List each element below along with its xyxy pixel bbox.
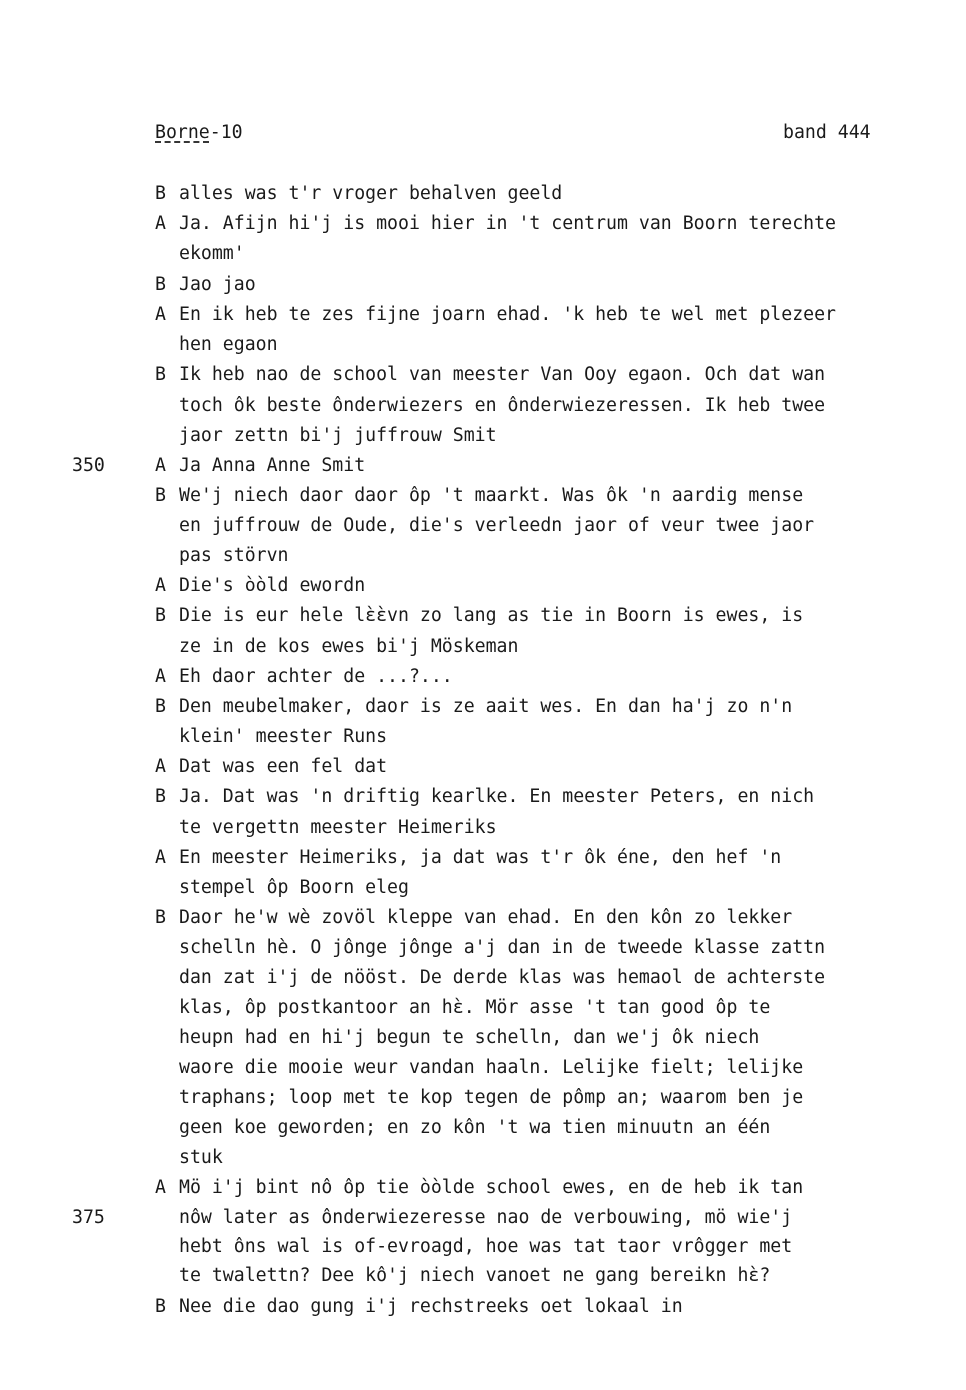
- transcript-line: [0, 1236, 966, 1260]
- speaker-label: B: [155, 907, 166, 928]
- line-text: Die is eur hele lὲὲvn zo lang as tie in Boorn is ewes, is: [179, 605, 804, 626]
- transcript-line: [0, 304, 966, 328]
- header-title: [155, 122, 243, 143]
- line-text: te twalettn? Dee kô'j niech vanoet ne gang bereikn hὲ?: [179, 1265, 771, 1286]
- line-text: te vergettn meester Heimeriks: [179, 817, 497, 838]
- line-text: We'j niech daor daor ôp 't maarkt. Was ôk 'n aardig mense: [179, 485, 804, 506]
- header-band: band 444: [783, 122, 871, 143]
- header-place: Borne: [155, 122, 210, 143]
- line-text: traphans; loop met te kop tegen de pômp an; waarom ben je: [179, 1087, 804, 1108]
- transcript-line: [0, 485, 966, 509]
- speaker-label: B: [155, 696, 166, 717]
- line-text: waore die mooie weur vandan haaln. Lelijke fielt; lelijke: [179, 1057, 804, 1078]
- line-text: heupn had en hi'j begun te schelln, dan we'j ôk niech: [179, 1027, 760, 1048]
- transcript-line: [0, 213, 966, 237]
- transcript-line: [0, 183, 966, 207]
- line-text: Nee die dao gung i'j rechstreeks oet lokaal in: [179, 1296, 683, 1317]
- line-text: en juffrouw de Oude, die's verleedn jaor of veur twee jaor: [179, 515, 815, 536]
- speaker-label: A: [155, 575, 166, 596]
- line-text: Ja Anna Anne Smit: [179, 455, 366, 476]
- line-text: toch ôk beste ônderwiezers en ônderwiezeressen. Ik heb twee: [179, 395, 826, 416]
- line-text: pas störvn: [179, 545, 289, 566]
- speaker-label: A: [155, 455, 166, 476]
- line-text: stempel ôp Boorn eleg: [179, 877, 409, 898]
- transcript-line: [0, 907, 966, 931]
- line-text: alles was t'r vroger behalven geeld: [179, 183, 563, 204]
- line-text: nôw later as ônderwiezeresse nao de verbouwing, mö wie'j: [179, 1207, 793, 1228]
- line-text: jaor zettn bi'j juffrouw Smit: [179, 425, 497, 446]
- transcript-line: [0, 847, 966, 871]
- line-text: geen koe geworden; en zo kôn 't wa tien minuutn an één: [179, 1117, 771, 1138]
- transcript-line: [0, 1207, 966, 1231]
- line-text: hebt ôns wal is of-evroagd, hoe was tat taor vrôgger met: [179, 1236, 793, 1257]
- transcript-line: [0, 997, 966, 1021]
- transcript-line: [0, 1117, 966, 1141]
- line-text: Dat was een fel dat: [179, 756, 388, 777]
- line-text: En meester Heimeriks, ja dat was t'r ôk éne, den hef 'n: [179, 847, 782, 868]
- transcript-line: [0, 455, 966, 479]
- speaker-label: B: [155, 364, 166, 385]
- transcript-line: [0, 726, 966, 750]
- line-text: Die's ὸὸld ewordn: [179, 575, 366, 596]
- line-text: schelln hè. O jônge jônge a'j dan in de tweede klasse zattn: [179, 937, 826, 958]
- speaker-label: A: [155, 756, 166, 777]
- speaker-label: A: [155, 847, 166, 868]
- line-number: 350: [72, 455, 105, 476]
- line-text: Daor he'w wè zovöl kleppe van ehad. En den kôn zo lekker: [179, 907, 793, 928]
- transcript-line: [0, 1057, 966, 1081]
- transcript-line: [0, 666, 966, 690]
- line-text: dan zat i'j de nööst. De derde klas was hemaol de achterste: [179, 967, 826, 988]
- transcript-line: [0, 605, 966, 629]
- speaker-label: B: [155, 1296, 166, 1317]
- line-text: Mö i'j bint nô ôp tie ὸὸlde school ewes, en de heb ik tan: [179, 1177, 804, 1198]
- line-text: Jao jao: [179, 274, 256, 295]
- transcript-line: [0, 1147, 966, 1171]
- speaker-label: B: [155, 786, 166, 807]
- speaker-label: A: [155, 1177, 166, 1198]
- line-text: Den meubelmaker, daor is ze aait wes. En dan ha'j zo n'n: [179, 696, 793, 717]
- transcript-line: [0, 515, 966, 539]
- speaker-label: B: [155, 183, 166, 204]
- line-number: 375: [72, 1207, 105, 1228]
- line-text: Eh daor achter de ...?...: [179, 666, 453, 687]
- speaker-label: A: [155, 304, 166, 325]
- speaker-label: A: [155, 666, 166, 687]
- transcript-line: [0, 243, 966, 267]
- speaker-label: B: [155, 274, 166, 295]
- line-text: klas, ôp postkantoor an hὲ. Mör asse 't tan good ôp te: [179, 997, 771, 1018]
- transcript-line: [0, 274, 966, 298]
- transcript-line: [0, 1027, 966, 1051]
- transcript-line: [0, 395, 966, 419]
- line-text: En ik heb te zes fijne joarn ehad. 'k heb te wel met plezeer: [179, 304, 836, 325]
- transcript-line: [0, 756, 966, 780]
- transcript-line: [0, 967, 966, 991]
- transcript-line: [0, 817, 966, 841]
- transcript-line: [0, 1265, 966, 1289]
- transcript-line: [0, 364, 966, 388]
- speaker-label: B: [155, 605, 166, 626]
- line-text: klein' meester Runs: [179, 726, 388, 747]
- speaker-label: A: [155, 213, 166, 234]
- transcript-line: [0, 1296, 966, 1320]
- transcript-line: [0, 786, 966, 810]
- line-text: Ja. Afijn hi'j is mooi hier in 't centrum van Boorn terechte: [179, 213, 836, 234]
- line-text: ekomm': [179, 243, 245, 264]
- transcript-line: [0, 877, 966, 901]
- transcript-line: [0, 1177, 966, 1201]
- transcript-line: [0, 636, 966, 660]
- line-text: hen egaon: [179, 334, 278, 355]
- speaker-label: B: [155, 485, 166, 506]
- transcript-line: [0, 334, 966, 358]
- header-number: -10: [209, 122, 243, 143]
- transcript-line: [0, 545, 966, 569]
- transcript-line: [0, 696, 966, 720]
- line-text: Ja. Dat was 'n driftig kearlke. En meester Peters, en nich: [179, 786, 815, 807]
- transcript-line: [0, 1087, 966, 1111]
- line-text: ze in de kos ewes bi'j Möskeman: [179, 636, 519, 657]
- line-text: Ik heb nao de school van meester Van Ooy egaon. Och dat wan: [179, 364, 826, 385]
- line-text: stuk: [179, 1147, 223, 1168]
- transcript-line: [0, 575, 966, 599]
- transcript-line: [0, 425, 966, 449]
- transcript-line: [0, 937, 966, 961]
